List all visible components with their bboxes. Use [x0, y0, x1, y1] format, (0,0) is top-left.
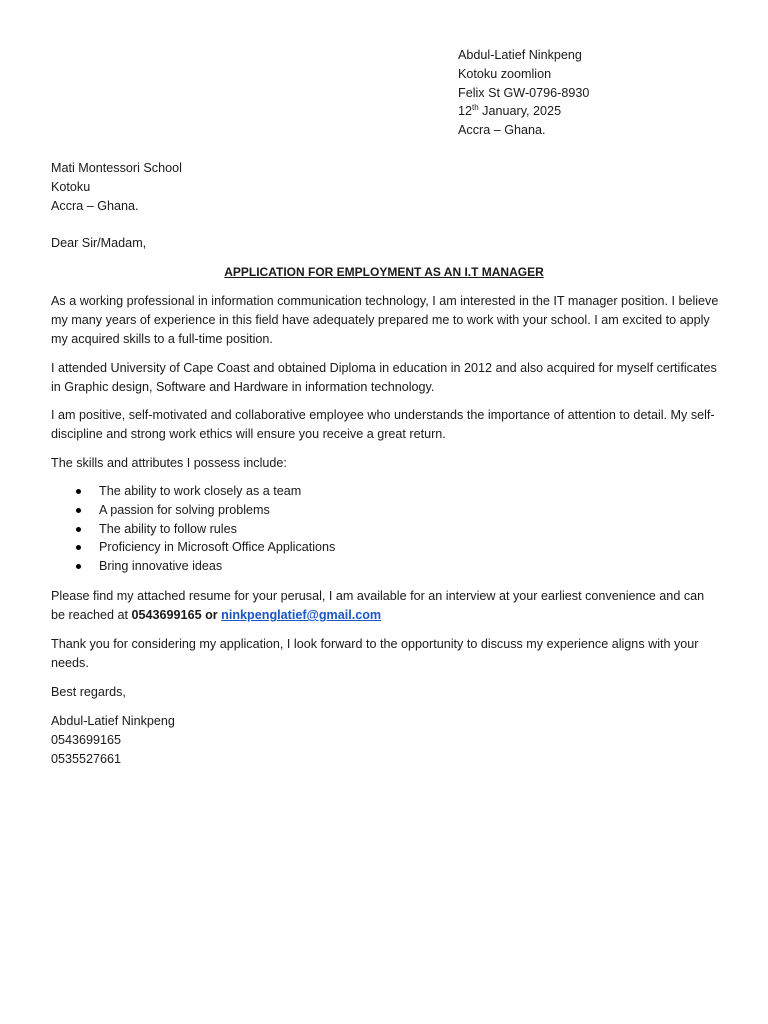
list-item — [51, 482, 335, 501]
letter-date — [458, 102, 589, 121]
contact-text: Please find my attached resume for your perusal, I am available for an interview at your earliest convenience and can be reached at — [51, 589, 705, 622]
signature-phone: 0535527661 — [51, 751, 122, 766]
letter-subject: APPLICATION FOR EMPLOYMENT AS AN I.T MANAGER — [224, 265, 544, 279]
recipient-address-line: Kotoku — [51, 179, 91, 194]
sender-address — [458, 46, 589, 140]
recipient-city: Accra – Ghana. — [51, 198, 139, 213]
bullet-icon — [76, 489, 81, 494]
paragraph-contact — [51, 587, 719, 625]
closing: Best regards, — [51, 685, 126, 699]
signature-name: Abdul-Latief Ninkpeng — [51, 714, 175, 728]
date-day: 12 — [458, 104, 473, 119]
paragraph-thanks: Thank you for considering my application, I look forward to the opportunity to discuss my experience aligns with your needs. — [51, 637, 699, 670]
skill-text: Proficiency in Microsoft Office Applications — [99, 540, 336, 555]
bullet-icon — [76, 545, 81, 550]
date-suffix: th — [472, 103, 479, 113]
recipient-name: Mati Montessori School — [51, 161, 182, 175]
date-rest: January, 2025 — [478, 104, 562, 119]
sender-city: Accra – Ghana. — [458, 123, 546, 138]
list-item — [51, 520, 335, 539]
paragraph-skills-intro: The skills and attributes I possess include: — [51, 456, 287, 470]
contact-phone: 0543699165 or — [131, 608, 218, 622]
skills-list — [51, 482, 335, 576]
sender-address-line: Felix St GW-0796-8930 — [458, 85, 590, 100]
paragraph-education: I attended University of Cape Coast and obtained Diploma in education in 2012 and also acquired for myself certificates in Graphic design, Software and Hardware in information technology. — [51, 361, 717, 394]
bullet-icon — [76, 527, 81, 532]
bullet-icon — [76, 564, 81, 569]
sender-address-line: Kotoku zoomlion — [458, 66, 552, 81]
bullet-icon — [76, 508, 81, 513]
list-item — [51, 538, 335, 557]
skill-text: The ability to follow rules — [99, 521, 237, 536]
list-item — [51, 557, 335, 576]
sender-name: Abdul-Latief Ninkpeng — [458, 48, 582, 62]
skill-text: The ability to work closely as a team — [99, 484, 302, 498]
recipient-address — [51, 159, 182, 215]
paragraph-intro: As a working professional in information communication technology, I am interested in the IT manager position. I believe my many years of experience in this field have adequately prepared me to work with your school. I am excited to apply my acquired skills to a full-time position. — [51, 294, 719, 346]
paragraph-attributes: I am positive, self-motivated and collaborative employee who understands the importance of attention to detail. My self-discipline and strong work ethics will ensure you receive a great return. — [51, 408, 715, 441]
skill-text: A passion for solving problems — [99, 502, 270, 517]
skill-text: Bring innovative ideas — [99, 559, 223, 574]
signature-phone: 0543699165 — [51, 732, 122, 747]
email-link[interactable]: ninkpenglatief@gmail.com — [221, 608, 382, 622]
signature-block — [51, 712, 175, 768]
list-item — [51, 501, 335, 520]
salutation: Dear Sir/Madam, — [51, 236, 147, 250]
